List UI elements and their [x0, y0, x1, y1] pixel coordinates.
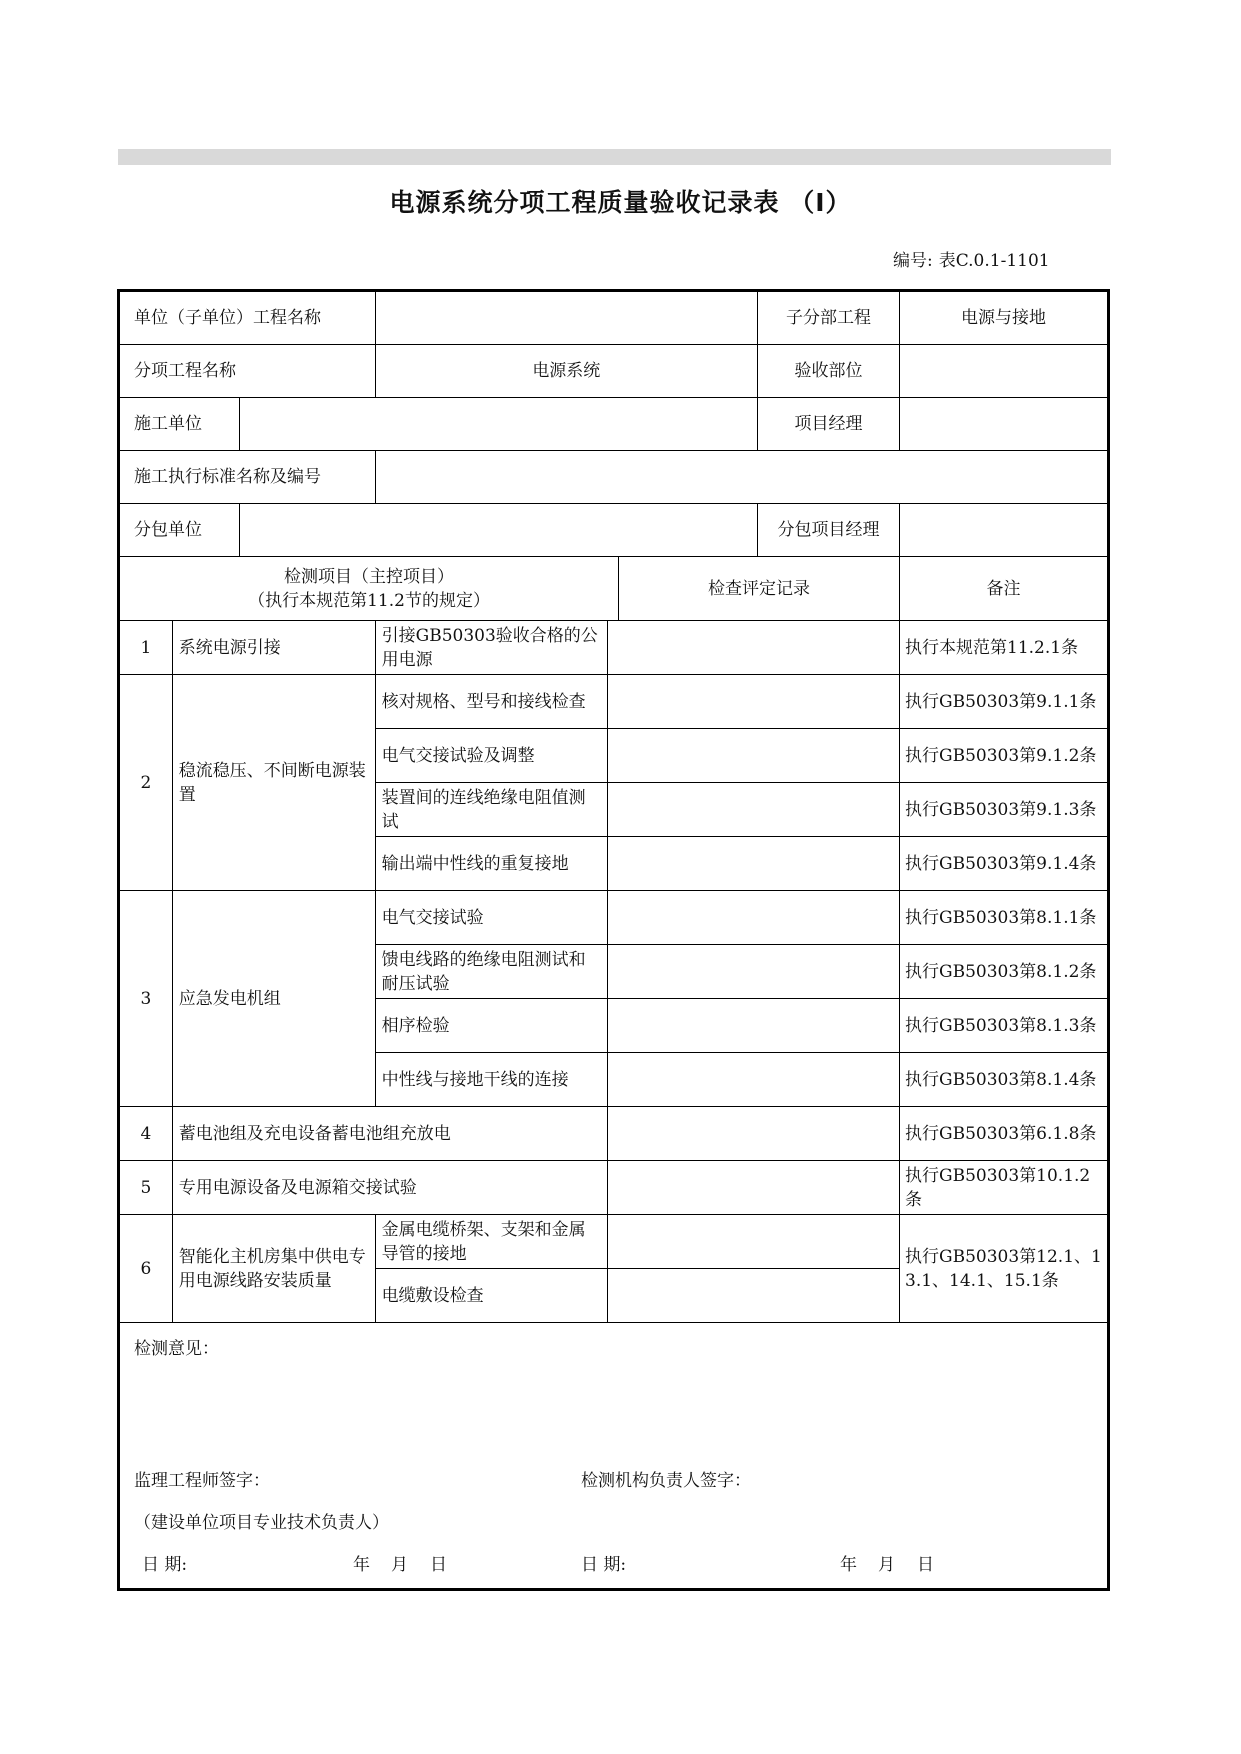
inspector-signature-label: 检测机构负责人签字：: [581, 1471, 751, 1491]
row-number: 6: [119, 1215, 173, 1323]
record-field[interactable]: [607, 1215, 899, 1269]
date-day-left: 日: [430, 1555, 447, 1575]
record-field[interactable]: [607, 621, 899, 675]
item-name: 电气交接试验: [375, 891, 607, 945]
item-name: 中性线与接地干线的连接: [375, 1053, 607, 1107]
sub-division-label: 子分部工程: [758, 291, 900, 345]
item-project-value[interactable]: 电源系统: [375, 345, 757, 398]
record-field[interactable]: [607, 783, 899, 837]
unit-project-label: 单位（子单位）工程名称: [119, 291, 376, 345]
row-number: 4: [119, 1107, 173, 1161]
item-name: 馈电线路的绝缘电阻测试和耐压试验: [375, 945, 607, 999]
subcontractor-field[interactable]: [239, 504, 757, 557]
group-name: 智能化主机房集中供电专用电源线路安装质量: [172, 1215, 375, 1323]
group-name: 稳流稳压、不间断电源装置: [172, 675, 375, 891]
item-name: 相序检验: [375, 999, 607, 1053]
item-name: 输出端中性线的重复接地: [375, 837, 607, 891]
table-row: [119, 1161, 1109, 1215]
item-name: 电缆敷设检查: [375, 1269, 607, 1323]
record-field[interactable]: [607, 945, 899, 999]
record-field[interactable]: [607, 675, 899, 729]
date-day-right: 日: [917, 1555, 934, 1575]
doc-number-label: 编号:: [893, 251, 933, 271]
construction-unit-label: 施工单位: [119, 398, 240, 451]
remark-cell: 执行GB50303第8.1.4条: [900, 1053, 1109, 1107]
item-project-label: 分项工程名称: [119, 345, 376, 398]
record-field[interactable]: [607, 1269, 899, 1323]
table-row: [119, 675, 1109, 729]
remark-cell: 执行GB50303第9.1.1条: [900, 675, 1109, 729]
items-column-header: [119, 557, 619, 621]
items-header-line1: 检测项目（主控项目）: [284, 566, 455, 587]
date-year-left: 年: [353, 1555, 370, 1575]
remark-cell: 执行GB50303第9.1.3条: [900, 783, 1109, 837]
doc-number-value: 表C.0.1-1101: [938, 251, 1050, 271]
project-manager-label: 项目经理: [758, 398, 900, 451]
row-number: 2: [119, 675, 173, 891]
date-label-left: 日 期:: [142, 1555, 188, 1575]
builder-note: （建设单位项目专业技术负责人）: [134, 1513, 389, 1533]
date-month-left: 月: [391, 1555, 408, 1575]
record-field[interactable]: [607, 1161, 899, 1215]
remark-cell: 执行GB50303第8.1.3条: [900, 999, 1109, 1053]
table-row: [119, 621, 1109, 675]
items-header-line2: （执行本规范第11.2节的规定）: [248, 590, 490, 611]
item-name: 蓄电池组及充电设备蓄电池组充放电: [172, 1107, 607, 1161]
item-name: 电气交接试验及调整: [375, 729, 607, 783]
row-number: 3: [119, 891, 173, 1107]
record-field[interactable]: [607, 729, 899, 783]
item-name: 引接GB50303验收合格的公用电源: [375, 621, 607, 675]
standard-label: 施工执行标准名称及编号: [119, 451, 376, 504]
row-number: 5: [119, 1161, 173, 1215]
supervisor-signature-label: 监理工程师签字：: [134, 1471, 270, 1491]
standard-field[interactable]: [375, 451, 1108, 504]
table-row: [119, 1215, 1109, 1269]
project-manager-field[interactable]: [900, 398, 1109, 451]
record-field[interactable]: [607, 1053, 899, 1107]
table-row: [119, 1107, 1109, 1161]
record-field[interactable]: [607, 837, 899, 891]
remark-cell: 执行GB50303第8.1.2条: [900, 945, 1109, 999]
remark-cell: 执行GB50303第12.1、13.1、14.1、15.1条: [900, 1215, 1109, 1323]
item-name: 金属电缆桥架、支架和金属导管的接地: [375, 1215, 607, 1269]
item-name: 核对规格、型号和接线检查: [375, 675, 607, 729]
record-field[interactable]: [607, 1107, 899, 1161]
remark-cell: 执行本规范第11.2.1条: [900, 621, 1109, 675]
date-year-right: 年: [840, 1555, 857, 1575]
sub-division-value[interactable]: 电源与接地: [900, 291, 1109, 345]
opinion-label: 检测意见：: [134, 1339, 219, 1359]
acceptance-part-field[interactable]: [900, 345, 1109, 398]
row-number: 1: [119, 621, 173, 675]
remark-cell: 执行GB50303第9.1.2条: [900, 729, 1109, 783]
top-gray-bar: [118, 149, 1111, 165]
table-row: [119, 891, 1109, 945]
sub-manager-label: 分包项目经理: [758, 504, 900, 557]
remark-cell: 执行GB50303第10.1.2条: [900, 1161, 1109, 1215]
remark-cell: 执行GB50303第8.1.1条: [900, 891, 1109, 945]
record-column-header: 检查评定记录: [619, 557, 900, 621]
date-month-right: 月: [878, 1555, 895, 1575]
group-name: 系统电源引接: [172, 621, 375, 675]
construction-unit-field[interactable]: [239, 398, 757, 451]
remark-column-header: 备注: [900, 557, 1109, 621]
document-number: [893, 246, 1056, 271]
subcontractor-label: 分包单位: [119, 504, 240, 557]
sub-manager-field[interactable]: [900, 504, 1109, 557]
item-name: 装置间的连线绝缘电阻值测试: [375, 783, 607, 837]
record-field[interactable]: [607, 891, 899, 945]
group-name: 应急发电机组: [172, 891, 375, 1107]
item-name: 专用电源设备及电源箱交接试验: [172, 1161, 607, 1215]
date-label-right: 日 期:: [581, 1555, 627, 1575]
inspection-form-table: [117, 289, 1110, 1591]
remark-cell: 执行GB50303第6.1.8条: [900, 1107, 1109, 1161]
page-title: 电源系统分项工程质量验收记录表 （Ⅰ）: [389, 188, 852, 217]
acceptance-part-label: 验收部位: [758, 345, 900, 398]
record-field[interactable]: [607, 999, 899, 1053]
unit-project-field[interactable]: [375, 291, 757, 345]
opinion-section[interactable]: [119, 1323, 1109, 1590]
remark-cell: 执行GB50303第9.1.4条: [900, 837, 1109, 891]
